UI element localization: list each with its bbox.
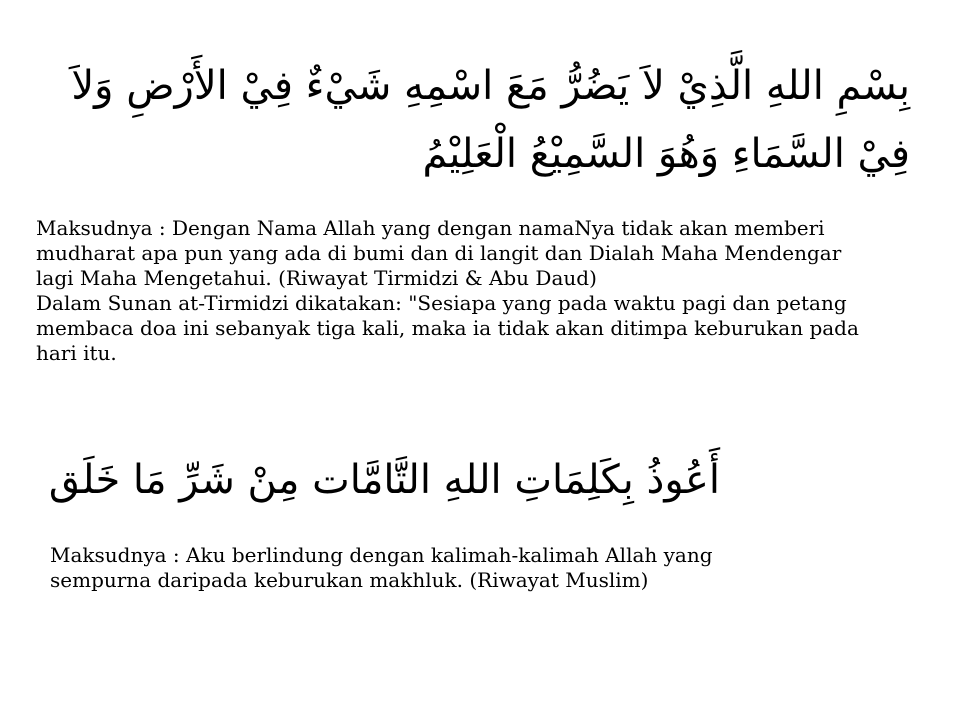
arabic-doa-1 [30,52,910,188]
translation-2-line-1: Maksudnya : Aku berlindung dengan kalimah-kalimah Allah yang [50,543,713,567]
translation-2-line-2: sempurna daripada keburukan makhluk. (Riwayat Muslim) [50,568,649,592]
translation-1-line-5: membaca doa ini sebanyak tiga kali, maka ia tidak akan ditimpa keburukan pada [36,316,859,340]
arabic-doa-1-line-1: بِسْمِ اللهِ الَّذِيْ لاَ يَضُرُّ مَعَ اسْمِهِ شَيْءٌ فِيْ الأَرْضِ وَلاَ [71,63,910,109]
arabic-doa-1-line-2: فِيْ السَّمَاءِ وَهُوَ السَّمِيْعُ الْعَلِيْمُ [422,131,910,177]
translation-paragraph-1 [36,216,936,366]
translation-1-line-3: lagi Maha Mengetahui. (Riwayat Tirmidzi & Abu Daud) [36,266,597,290]
translation-1-line-2: mudharat apa pun yang ada di bumi dan di langit dan Dialah Maha Mendengar [36,241,842,265]
translation-1-line-1: Maksudnya : Dengan Nama Allah yang dengan namaNya tidak akan memberi [36,216,825,240]
arabic-doa-2-line-1: أَعُوذُ بِكَلِمَاتِ اللهِ التَّامَّات مِنْ شَرِّ مَا خَلَق [48,457,720,503]
arabic-doa-2 [40,448,720,512]
translation-1-line-4: Dalam Sunan at-Tirmidzi dikatakan: "Sesiapa yang pada waktu pagi dan petang [36,291,847,315]
translation-paragraph-2 [50,543,930,593]
translation-1-line-6: hari itu. [36,341,117,365]
